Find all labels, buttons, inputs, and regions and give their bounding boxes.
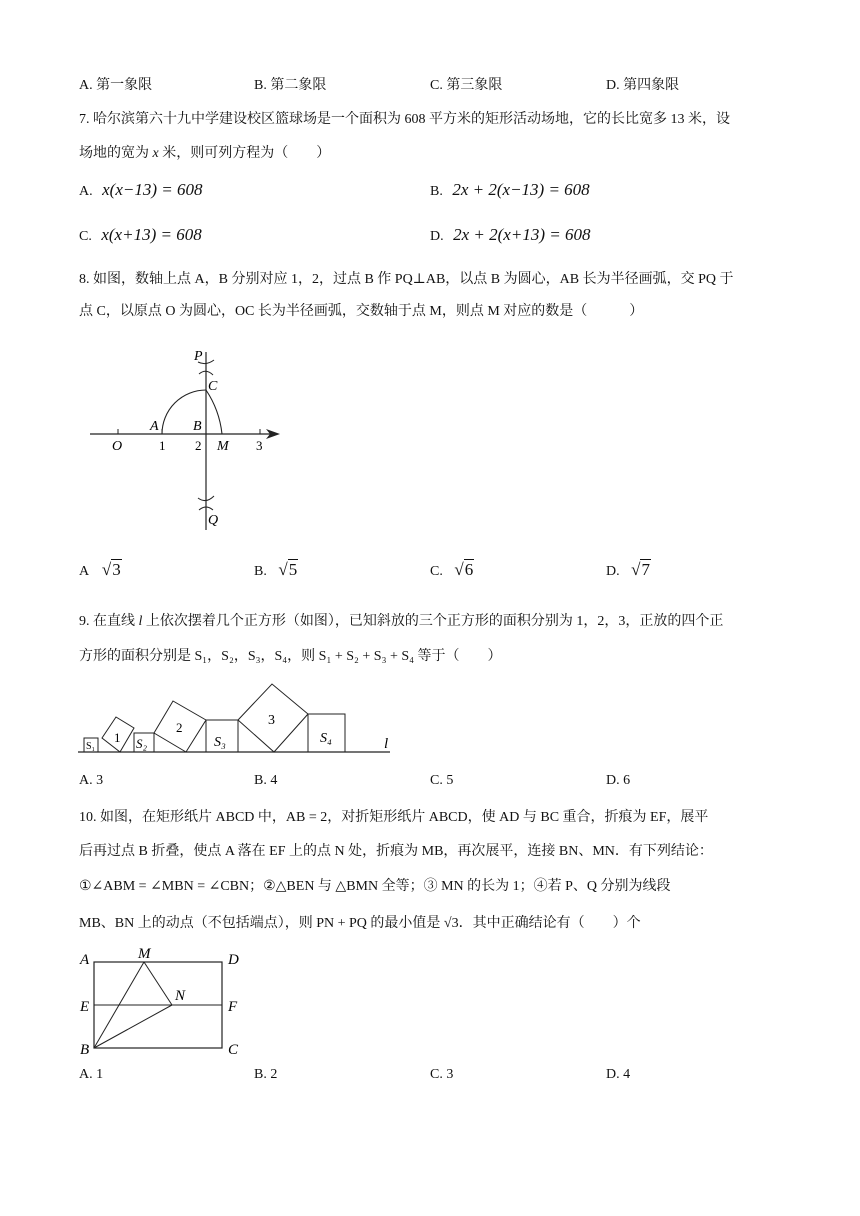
line-mn bbox=[144, 962, 172, 1005]
q7-stem-line2: 场地的宽为 x 米，则可列方程为（ ） bbox=[79, 146, 331, 161]
label-b: B bbox=[80, 1042, 90, 1058]
label-2: 2 bbox=[195, 438, 202, 453]
label-l: l bbox=[384, 736, 389, 752]
q8-number-line-figure bbox=[80, 340, 300, 540]
q10-rectangle-figure bbox=[76, 942, 256, 1062]
label-s3: S₃ bbox=[214, 735, 226, 750]
q10-stem-line4: MB、BN 上的动点（不包括端点），则 PN + PQ 的最小值是 √3．其中正确结论有（ ）个 bbox=[79, 916, 641, 931]
label-e: E bbox=[80, 999, 90, 1015]
label-t2: 2 bbox=[176, 720, 183, 735]
label-c: C bbox=[208, 379, 218, 394]
q9-option-a: A. 3 bbox=[79, 773, 104, 788]
label-1: 1 bbox=[159, 438, 166, 453]
label-o: O bbox=[112, 439, 123, 454]
arc-oc bbox=[206, 390, 222, 434]
q7-option-c: C. x(x+13) = 608 bbox=[79, 225, 202, 244]
label-q: Q bbox=[208, 513, 219, 528]
label-n: N bbox=[175, 988, 186, 1004]
label-p: P bbox=[194, 349, 203, 364]
q6-option-b: B. 第二象限 bbox=[254, 78, 327, 93]
q9-squares-figure bbox=[78, 678, 398, 758]
q10-option-d: D. 4 bbox=[606, 1067, 631, 1082]
label-s1: S₁ bbox=[86, 741, 96, 752]
label-f: F bbox=[228, 999, 238, 1015]
q10-option-c: C. 3 bbox=[430, 1067, 454, 1082]
q9-option-b: B. 4 bbox=[254, 773, 278, 788]
label-m: M bbox=[217, 439, 229, 454]
label-s2: S₂ bbox=[136, 736, 148, 751]
q6-option-d: D. 第四象限 bbox=[606, 78, 680, 93]
label-a: A bbox=[80, 952, 90, 968]
q9-option-d: D. 6 bbox=[606, 773, 631, 788]
q8-option-b: B. √5 bbox=[254, 560, 298, 579]
label-b: B bbox=[193, 419, 202, 434]
q10-option-b: B. 2 bbox=[254, 1067, 278, 1082]
q8-option-c: C. √6 bbox=[430, 560, 474, 579]
q6-option-c: C. 第三象限 bbox=[430, 78, 503, 93]
line-bn bbox=[94, 1005, 172, 1048]
q9-option-c: C. 5 bbox=[430, 773, 454, 788]
q6-option-a: A. 第一象限 bbox=[79, 78, 153, 93]
q8-stem-line1: 8. 如图，数轴上点 A，B 分别对应 1，2，过点 B 作 PQ⊥AB，以点 B 为圆心，AB 长为半径画弧，交 PQ 于 bbox=[79, 272, 734, 287]
label-s4: S₄ bbox=[320, 731, 332, 746]
q10-stem-line3: ①∠ABM = ∠MBN = ∠CBN；②△BEN 与 △BMN 全等；③ MN 的长为 1；④若 P、Q 分别为线段 bbox=[79, 879, 671, 894]
q10-option-a: A. 1 bbox=[79, 1067, 104, 1082]
label-c: C bbox=[228, 1042, 239, 1058]
label-d: D bbox=[228, 952, 239, 968]
label-a: A bbox=[150, 419, 159, 434]
label-3: 3 bbox=[256, 438, 263, 453]
label-m: M bbox=[138, 946, 151, 962]
q7-stem-line1: 7. 哈尔滨第六十九中学建设校区篮球场是一个面积为 608 平方米的矩形活动场地，它的长比宽多 13 米，设 bbox=[79, 112, 730, 127]
q9-stem-line2: 方形的面积分别是 S₁，S₂，S₃，S₄，则 S₁ + S₂ + S₃ + S₄ 等于（ ） bbox=[79, 649, 502, 664]
q8-stem-line2: 点 C，以原点 O 为圆心，OC 长为半径画弧，交数轴于点 M，则点 M 对应的数是（ ） bbox=[79, 304, 644, 319]
q7-option-d: D. 2x + 2(x+13) = 608 bbox=[430, 225, 591, 244]
label-t1: 1 bbox=[114, 730, 121, 745]
q8-option-d: D. √7 bbox=[606, 560, 650, 579]
label-t3: 3 bbox=[268, 713, 275, 728]
q7-option-a: A. x(x−13) = 608 bbox=[79, 180, 203, 199]
q8-option-a: A √3 bbox=[79, 560, 121, 579]
q7-option-b: B. 2x + 2(x−13) = 608 bbox=[430, 180, 590, 199]
q10-stem-line2: 后再过点 B 折叠，使点 A 落在 EF 上的点 N 处，折痕为 MB，再次展平，连接 BN、MN．有下列结论： bbox=[79, 844, 713, 859]
q10-stem-line1: 10. 如图，在矩形纸片 ABCD 中，AB = 2，对折矩形纸片 ABCD，使 AD 与 BC 重合，折痕为 EF，展平 bbox=[79, 810, 709, 825]
q9-stem-line1: 9. 在直线 l 上依次摆着几个正方形（如图），已知斜放的三个正方形的面积分别为 1，2，3，正放的四个正 bbox=[79, 614, 724, 629]
